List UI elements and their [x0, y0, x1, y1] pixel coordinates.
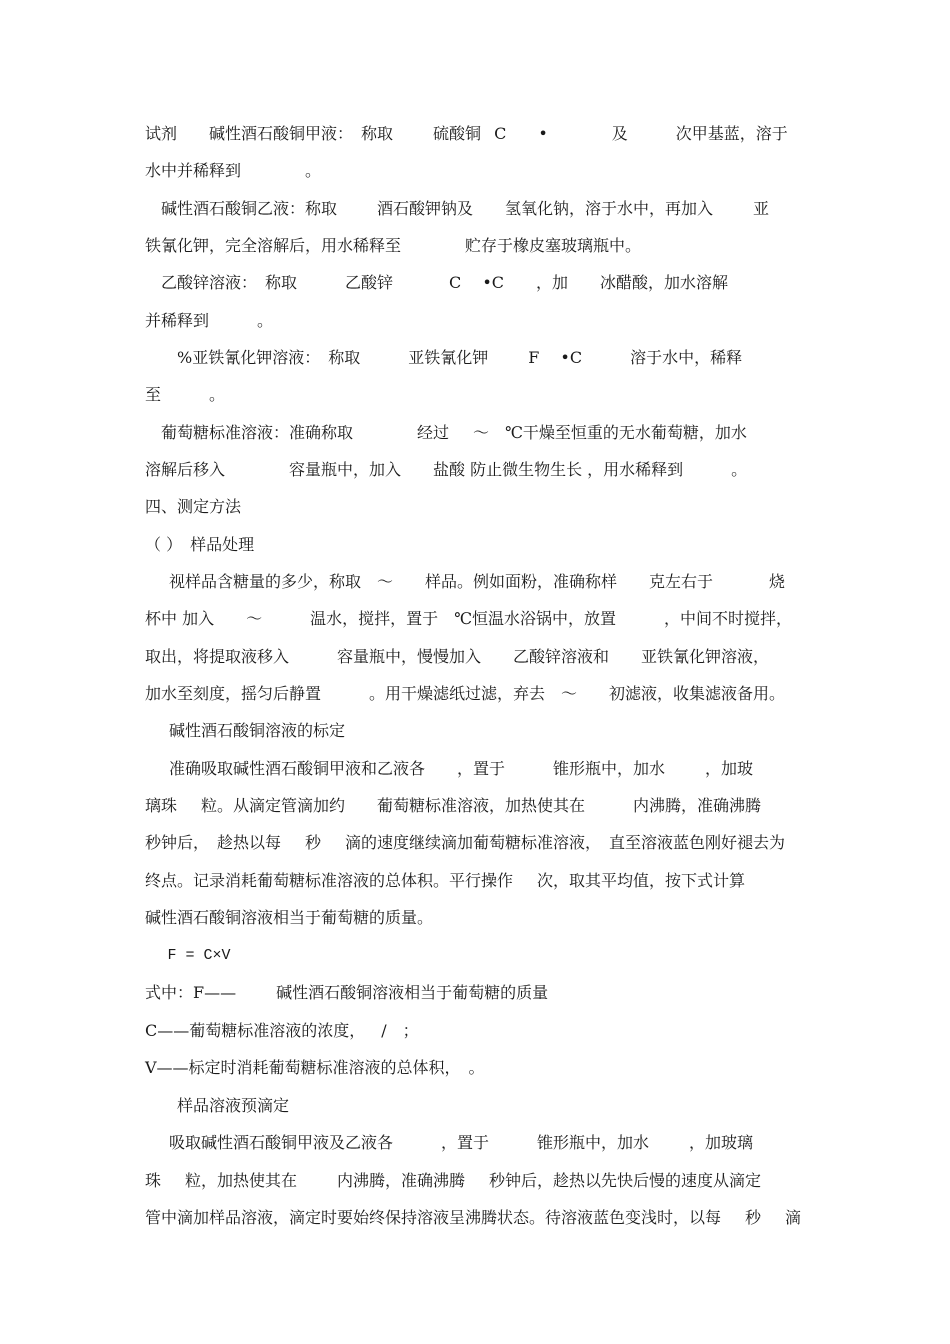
text-line: 珠 粒，加热使其在 内沸腾，准确沸腾 秒钟后，趁热以先快后慢的速度从滴定 — [145, 1171, 762, 1190]
section-heading: 四、测定方法 — [145, 497, 242, 516]
formula-definition: V——标定时消耗葡萄糖标准溶液的总体积， 。 — [145, 1058, 485, 1077]
subsection-heading: 样品溶液预滴定 — [145, 1096, 290, 1115]
text-line: 试剂 碱性酒石酸铜甲液： 称取 硫酸铜 C • 及 次甲基蓝，溶于 — [145, 124, 788, 143]
text-line: 视样品含糖量的多少，称取 ～ 样品。例如面粉，准确称样 克左右于 烧 — [145, 572, 786, 591]
text-line: 璃珠 粒。从滴定管滴加约 葡萄糖标准溶液，加热使其在 内沸腾，准确沸腾 — [145, 796, 762, 815]
text-line: 乙酸锌溶液： 称取 乙酸锌 C •C ，加 冰醋酸，加水溶解 — [145, 273, 729, 292]
text-line: 杯中 加入 ～ 温水，搅拌，置于 ℃恒温水浴锅中，放置 ，中间不时搅拌， — [145, 609, 792, 628]
text-line: 终点。记录消耗葡萄糖标准溶液的总体积。平行操作 次，取其平均值，按下式计算 — [145, 871, 746, 890]
text-line: 秒钟后， 趁热以每 秒 滴的速度继续滴加葡萄糖标准溶液， 直至溶液蓝色刚好褪去为 — [145, 833, 786, 852]
text-line: 铁氰化钾，完全溶解后，用水稀释至 贮存于橡皮塞玻璃瓶中。 — [145, 236, 642, 255]
subsection-heading: （ ） 样品处理 — [145, 535, 255, 554]
text-line: 加水至刻度，摇匀后静置 。用干燥滤纸过滤，弃去 ～ 初滤液，收集滤液备用。 — [145, 684, 786, 703]
text-line: 碱性酒石酸铜溶液相当于葡萄糖的质量。 — [145, 908, 434, 927]
text-line: 碱性酒石酸铜乙液：称取 酒石酸钾钠及 氢氧化钠，溶于水中，再加入 亚 — [145, 199, 770, 218]
formula-definition: 式中：F—— 碱性酒石酸铜溶液相当于葡萄糖的质量 — [145, 983, 549, 1002]
text-line: %亚铁氰化钾溶液： 称取 亚铁氰化钾 F •C 溶于水中，稀释 — [145, 348, 743, 367]
text-line: 溶解后移入 容量瓶中，加入 盐酸 防止微生物生长 ，用水稀释到 。 — [145, 460, 748, 479]
text-line: 准确吸取碱性酒石酸铜甲液和乙液各 ，置于 锥形瓶中，加水 ，加玻 — [145, 759, 754, 778]
subsection-heading: 碱性酒石酸铜溶液的标定 — [145, 721, 346, 740]
text-line: 管中滴加样品溶液，滴定时要始终保持溶液呈沸腾状态。待溶液蓝色变浅时，以每 秒 滴 — [145, 1208, 802, 1227]
formula: F = C×V — [145, 947, 231, 964]
text-line: 并稀释到 。 — [145, 311, 274, 330]
text-line: 取出，将提取液移入 容量瓶中，慢慢加入 乙酸锌溶液和 亚铁氰化钾溶液， — [145, 647, 770, 666]
formula-definition: C——葡萄糖标准溶液的浓度， / ； — [145, 1021, 419, 1040]
text-line: 至 。 — [145, 385, 226, 404]
text-line: 水中并稀释到 。 — [145, 161, 322, 180]
text-line: 吸取碱性酒石酸铜甲液及乙液各 ，置于 锥形瓶中，加水 ，加玻璃 — [145, 1133, 754, 1152]
text-line: 葡萄糖标准溶液：准确称取 经过 ～ ℃干燥至恒重的无水葡萄糖，加水 — [145, 423, 747, 442]
